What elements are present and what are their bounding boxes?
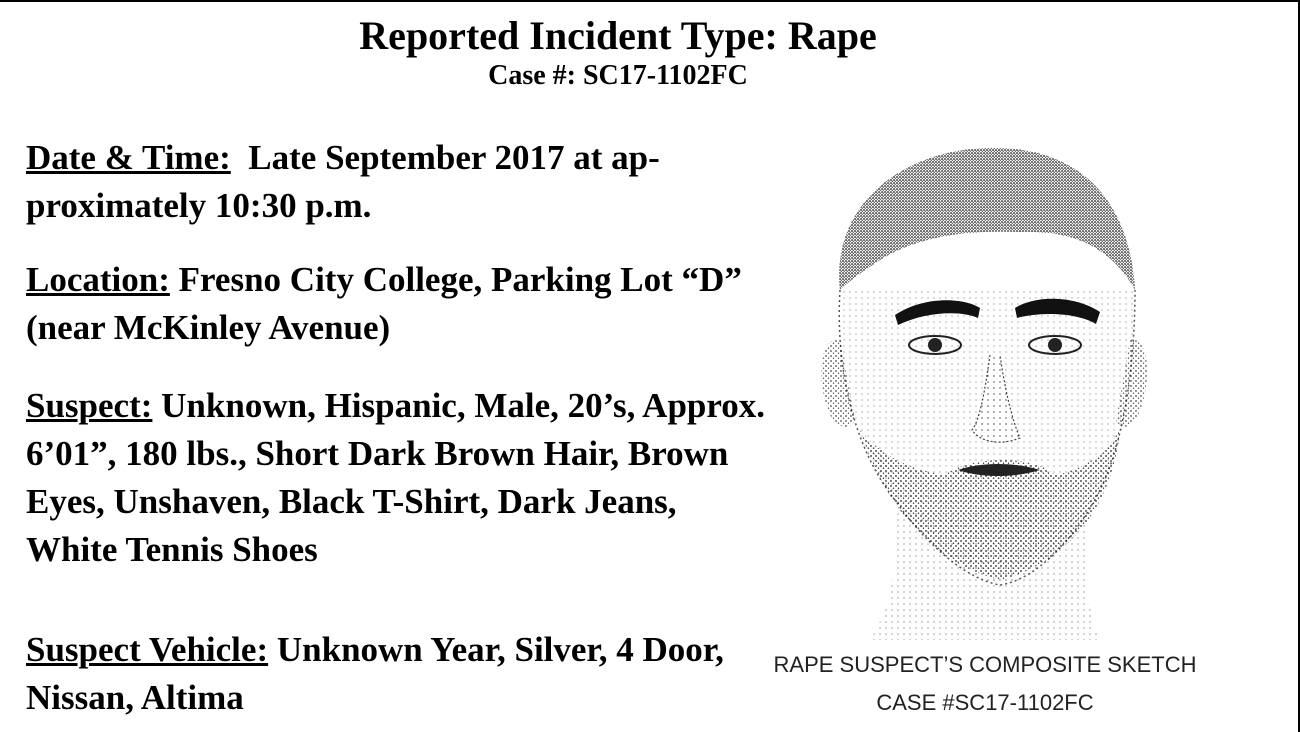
- sketch-caption: RAPE SUSPECT’S COMPOSITE SKETCH: [773, 652, 1197, 677]
- suspect-label: Suspect:: [26, 386, 153, 425]
- vehicle-label: Suspect Vehicle:: [26, 630, 269, 669]
- incident-title: Reported Incident Type: Rape: [359, 13, 877, 58]
- date-time-label: Date & Time:: [26, 138, 231, 177]
- date-time-value: Late September 2017 at approximately 10:30 p.m.: [26, 138, 660, 225]
- case-number: Case #: SC17-1102FC: [488, 60, 748, 91]
- top-border: [0, 0, 1300, 2]
- vehicle-field: [26, 626, 766, 722]
- location-label: Location:: [26, 260, 170, 299]
- suspect-value: Unknown, Hispanic, Male, 20’s, Approx. 6’01”, 180 lbs., Short Dark Brown Hair, Brown Eyes, Unshaven, Black T-Shirt, Dark Jeans, White Tennis Shoes: [26, 386, 766, 569]
- location-value: Fresno City College, Parking Lot “D” (near McKinley Avenue): [26, 260, 742, 347]
- composite-sketch-image: [800, 140, 1160, 640]
- suspect-field: [26, 382, 766, 574]
- composite-sketch: [800, 140, 1160, 640]
- location-field: [26, 256, 766, 352]
- date-time-field: [26, 134, 766, 230]
- vehicle-value: Unknown Year, Silver, 4 Door, Nissan, Altima: [26, 630, 724, 717]
- sketch-case-number: CASE #SC17-1102FC: [876, 690, 1094, 715]
